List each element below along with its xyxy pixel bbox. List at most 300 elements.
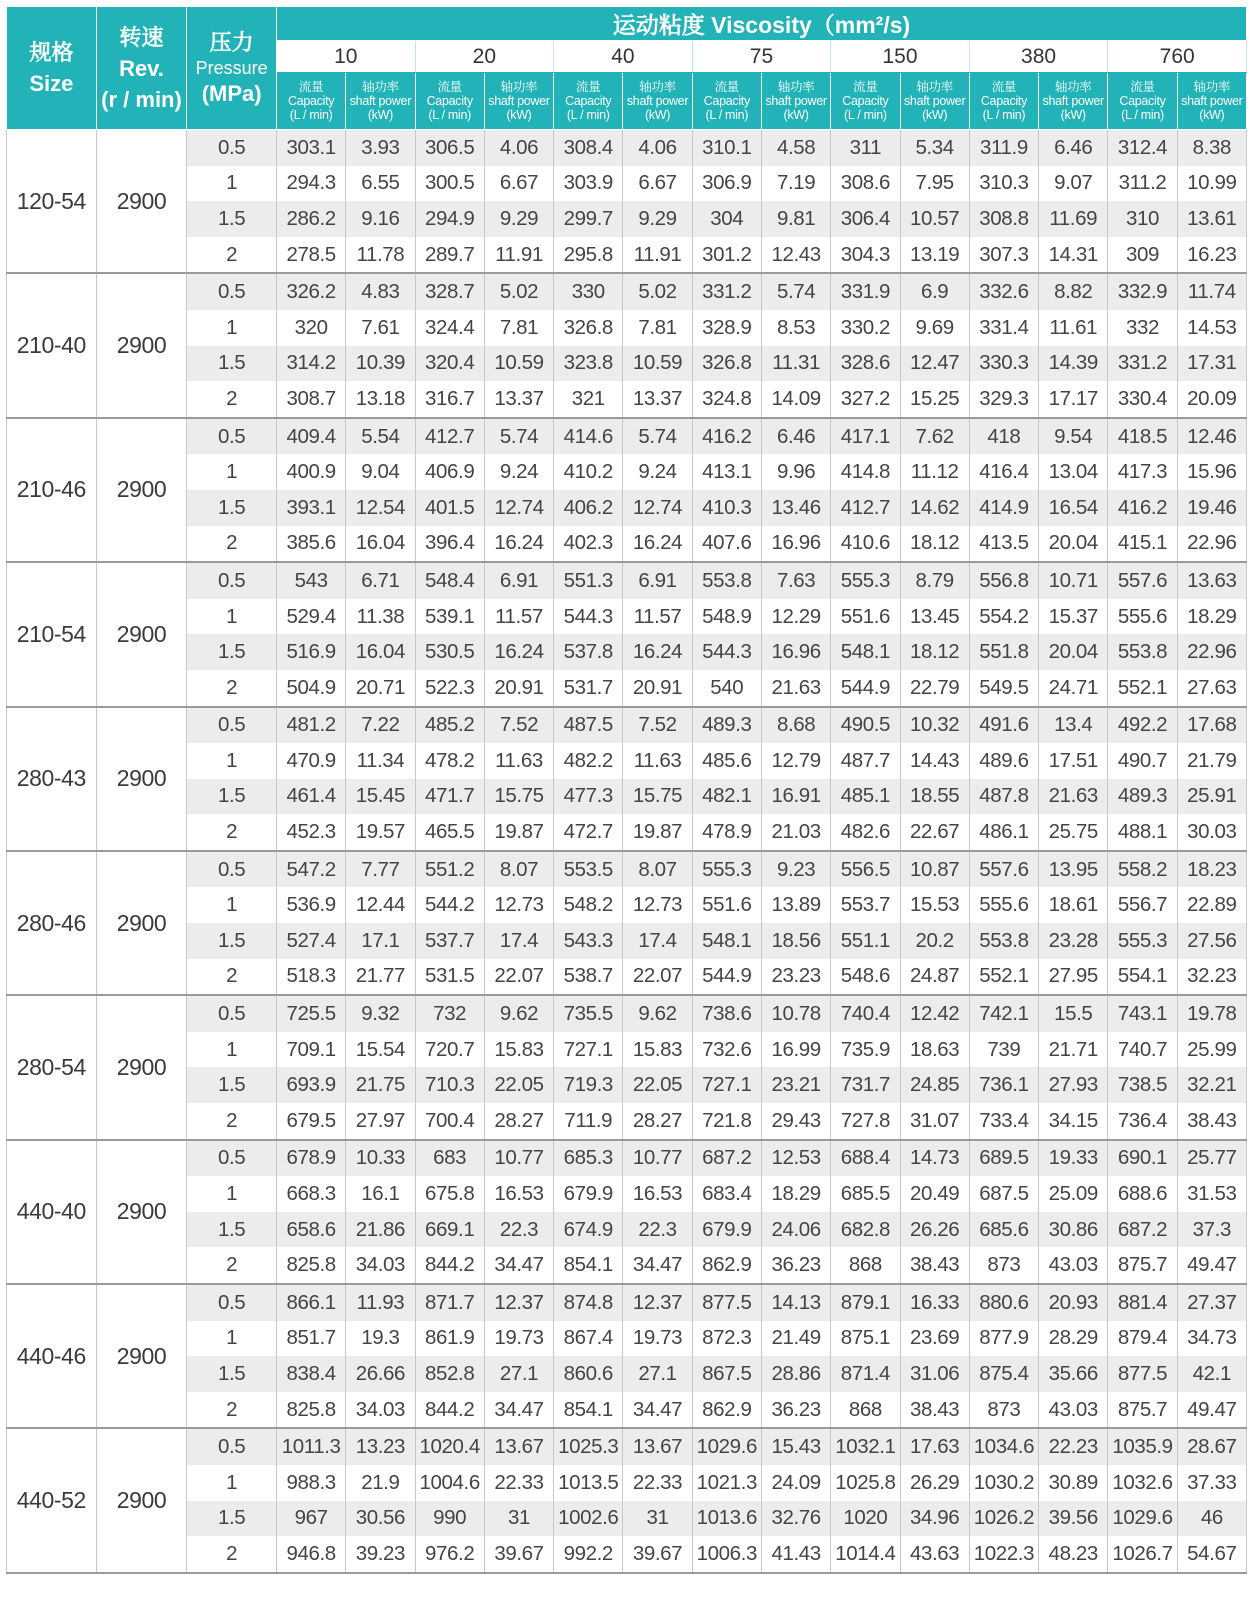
shaft-power-cell: 10.32	[900, 707, 969, 744]
shaft-power-cell: 21.63	[761, 670, 830, 707]
shaft-power-header-en: shaft power	[1042, 94, 1104, 108]
capacity-cell: 310.1	[692, 130, 761, 166]
shaft-power-cell: 19.73	[623, 1321, 692, 1357]
capacity-cell: 489.3	[1108, 779, 1177, 815]
capacity-cell: 311	[831, 130, 900, 166]
capacity-cell: 331.2	[1108, 346, 1177, 382]
capacity-cell: 1035.9	[1108, 1428, 1177, 1465]
capacity-cell: 551.8	[969, 634, 1038, 670]
capacity-header-unit: (L / min)	[289, 108, 333, 122]
shaft-power-cell: 43.03	[1039, 1392, 1108, 1429]
shaft-power-cell: 19.3	[346, 1321, 415, 1357]
pressure-cell: 1.5	[187, 923, 277, 959]
shaft-power-cell: 30.86	[1039, 1212, 1108, 1248]
shaft-power-cell: 28.27	[484, 1103, 553, 1140]
capacity-cell: 861.9	[415, 1321, 484, 1357]
shaft-power-cell: 3.93	[346, 130, 415, 166]
capacity-cell: 527.4	[276, 923, 345, 959]
capacity-cell: 1026.7	[1108, 1536, 1177, 1573]
table-row	[7, 237, 1247, 274]
capacity-cell: 551.2	[415, 851, 484, 888]
shaft-power-cell: 9.29	[484, 201, 553, 237]
capacity-cell: 308.7	[276, 381, 345, 418]
pressure-cell: 2	[187, 237, 277, 274]
table-row	[7, 779, 1247, 815]
shaft-power-cell: 13.63	[1177, 562, 1246, 599]
shaft-power-cell: 26.66	[346, 1356, 415, 1392]
capacity-cell: 539.1	[415, 599, 484, 635]
shaft-power-cell: 8.79	[900, 562, 969, 599]
capacity-cell: 504.9	[276, 670, 345, 707]
capacity-cell: 738.5	[1108, 1067, 1177, 1103]
shaft-power-header-en: shaft power	[488, 94, 550, 108]
capacity-header-en: Capacity	[288, 94, 335, 108]
viscosity-value: 150	[831, 41, 970, 73]
table-row	[7, 418, 1247, 455]
shaft-power-cell: 18.29	[1177, 599, 1246, 635]
capacity-cell: 465.5	[415, 814, 484, 851]
pressure-cell: 0.5	[187, 707, 277, 744]
capacity-cell: 401.5	[415, 490, 484, 526]
shaft-power-cell: 32.21	[1177, 1067, 1246, 1103]
capacity-cell: 327.2	[831, 381, 900, 418]
shaft-power-cell: 6.9	[900, 273, 969, 310]
shaft-power-cell: 11.91	[484, 237, 553, 274]
shaft-power-cell: 20.2	[900, 923, 969, 959]
shaft-power-cell: 10.71	[1039, 562, 1108, 599]
rev-cell: 2900	[96, 1428, 187, 1572]
shaft-power-cell: 10.77	[623, 1140, 692, 1177]
shaft-power-cell: 24.06	[761, 1212, 830, 1248]
capacity-cell: 553.8	[692, 562, 761, 599]
capacity-cell: 294.3	[276, 166, 345, 202]
shaft-power-cell: 5.74	[484, 418, 553, 455]
shaft-power-cell: 6.71	[346, 562, 415, 599]
shaft-power-cell: 9.81	[761, 201, 830, 237]
capacity-cell: 310	[1108, 201, 1177, 237]
shaft-power-cell: 9.07	[1039, 166, 1108, 202]
shaft-power-cell: 31.06	[900, 1356, 969, 1392]
shaft-power-cell: 8.07	[623, 851, 692, 888]
capacity-cell: 1014.4	[831, 1536, 900, 1573]
capacity-cell: 739	[969, 1032, 1038, 1068]
shaft-power-cell: 22.3	[623, 1212, 692, 1248]
rev-header	[96, 7, 187, 130]
table-row	[7, 273, 1247, 310]
capacity-cell: 556.5	[831, 851, 900, 888]
shaft-power-cell: 20.71	[346, 670, 415, 707]
capacity-cell: 407.6	[692, 526, 761, 563]
capacity-cell: 306.9	[692, 166, 761, 202]
pressure-cell: 0.5	[187, 1428, 277, 1465]
shaft-power-cell: 25.77	[1177, 1140, 1246, 1177]
capacity-cell: 332.9	[1108, 273, 1177, 310]
pressure-cell: 1	[187, 743, 277, 779]
capacity-cell: 487.7	[831, 743, 900, 779]
shaft-power-cell: 24.71	[1039, 670, 1108, 707]
shaft-power-header-unit: (kW)	[367, 108, 393, 122]
shaft-power-cell: 12.73	[623, 887, 692, 923]
capacity-cell: 732	[415, 995, 484, 1032]
shaft-power-cell: 22.79	[900, 670, 969, 707]
shaft-power-cell: 21.86	[346, 1212, 415, 1248]
table-row	[7, 959, 1247, 996]
shaft-power-cell: 18.12	[900, 526, 969, 563]
capacity-cell: 544.9	[831, 670, 900, 707]
shaft-power-cell: 11.61	[1039, 310, 1108, 346]
shaft-power-cell: 5.74	[761, 273, 830, 310]
capacity-cell: 417.1	[831, 418, 900, 455]
capacity-cell: 485.6	[692, 743, 761, 779]
shaft-power-cell: 20.04	[1039, 634, 1108, 670]
shaft-power-cell: 23.21	[761, 1067, 830, 1103]
shaft-power-cell: 22.33	[484, 1465, 553, 1501]
capacity-cell: 1011.3	[276, 1428, 345, 1465]
capacity-cell: 331.2	[692, 273, 761, 310]
capacity-cell: 328.9	[692, 310, 761, 346]
capacity-cell: 406.9	[415, 454, 484, 490]
table-row	[7, 1103, 1247, 1140]
shaft-power-cell: 15.25	[900, 381, 969, 418]
shaft-power-cell: 13.37	[623, 381, 692, 418]
capacity-cell: 410.6	[831, 526, 900, 563]
capacity-cell: 880.6	[969, 1284, 1038, 1321]
shaft-power-cell: 34.47	[484, 1247, 553, 1284]
capacity-cell: 1032.6	[1108, 1465, 1177, 1501]
shaft-power-cell: 30.89	[1039, 1465, 1108, 1501]
shaft-power-cell: 37.33	[1177, 1465, 1246, 1501]
shaft-power-cell: 11.57	[484, 599, 553, 635]
capacity-header-en: Capacity	[842, 94, 889, 108]
capacity-cell: 486.1	[969, 814, 1038, 851]
capacity-cell: 529.4	[276, 599, 345, 635]
table-row	[7, 562, 1247, 599]
pressure-cell: 0.5	[187, 851, 277, 888]
capacity-cell: 555.3	[692, 851, 761, 888]
capacity-cell: 720.7	[415, 1032, 484, 1068]
capacity-cell: 552.1	[969, 959, 1038, 996]
pressure-header	[187, 7, 277, 130]
pressure-cell: 1	[187, 599, 277, 635]
capacity-cell: 396.4	[415, 526, 484, 563]
table-row	[7, 923, 1247, 959]
capacity-cell: 393.1	[276, 490, 345, 526]
shaft-power-cell: 5.74	[623, 418, 692, 455]
capacity-cell: 867.4	[554, 1321, 623, 1357]
rev-cell: 2900	[96, 418, 187, 562]
capacity-cell: 278.5	[276, 237, 345, 274]
pressure-cell: 1.5	[187, 1501, 277, 1537]
capacity-cell: 551.3	[554, 562, 623, 599]
capacity-cell: 488.1	[1108, 814, 1177, 851]
capacity-cell: 544.3	[692, 634, 761, 670]
shaft-power-cell: 14.73	[900, 1140, 969, 1177]
shaft-power-cell: 21.49	[761, 1321, 830, 1357]
viscosity-value: 760	[1108, 41, 1247, 73]
size-cell: 210-46	[7, 418, 97, 562]
capacity-cell: 875.7	[1108, 1392, 1177, 1429]
shaft-power-cell: 5.34	[900, 130, 969, 166]
shaft-power-cell: 13.23	[346, 1428, 415, 1465]
shaft-power-header	[346, 73, 415, 130]
capacity-cell: 679.9	[554, 1176, 623, 1212]
table-row	[7, 1321, 1247, 1357]
shaft-power-cell: 38.43	[1177, 1103, 1246, 1140]
capacity-cell: 967	[276, 1501, 345, 1537]
shaft-power-cell: 10.59	[484, 346, 553, 382]
capacity-cell: 735.9	[831, 1032, 900, 1068]
size-header-cn: 规格	[29, 40, 74, 65]
shaft-power-cell: 7.61	[346, 310, 415, 346]
capacity-cell: 683	[415, 1140, 484, 1177]
shaft-power-header-unit: (kW)	[506, 108, 532, 122]
capacity-cell: 385.6	[276, 526, 345, 563]
table-row	[7, 1536, 1247, 1573]
capacity-cell: 555.6	[1108, 599, 1177, 635]
capacity-cell: 711.9	[554, 1103, 623, 1140]
shaft-power-cell: 21.03	[761, 814, 830, 851]
shaft-power-cell: 16.33	[900, 1284, 969, 1321]
shaft-power-cell: 14.31	[1039, 237, 1108, 274]
shaft-power-cell: 6.67	[484, 166, 553, 202]
shaft-power-cell: 39.23	[346, 1536, 415, 1573]
shaft-power-cell: 28.27	[623, 1103, 692, 1140]
shaft-power-cell: 12.43	[761, 237, 830, 274]
capacity-cell: 330	[554, 273, 623, 310]
shaft-power-cell: 18.55	[900, 779, 969, 815]
capacity-cell: 854.1	[554, 1392, 623, 1429]
shaft-power-cell: 8.82	[1039, 273, 1108, 310]
shaft-power-cell: 30.56	[346, 1501, 415, 1537]
capacity-cell: 688.4	[831, 1140, 900, 1177]
shaft-power-cell: 22.23	[1039, 1428, 1108, 1465]
capacity-cell: 294.9	[415, 201, 484, 237]
shaft-power-cell: 9.69	[900, 310, 969, 346]
capacity-cell: 825.8	[276, 1247, 345, 1284]
capacity-cell: 492.2	[1108, 707, 1177, 744]
shaft-power-cell: 8.07	[484, 851, 553, 888]
table-row	[7, 526, 1247, 563]
capacity-cell: 414.9	[969, 490, 1038, 526]
shaft-power-cell: 7.81	[623, 310, 692, 346]
shaft-power-cell: 38.43	[900, 1392, 969, 1429]
size-cell: 440-46	[7, 1284, 97, 1428]
capacity-cell: 685.3	[554, 1140, 623, 1177]
shaft-power-cell: 17.63	[900, 1428, 969, 1465]
pressure-cell: 1.5	[187, 201, 277, 237]
shaft-power-cell: 29.43	[761, 1103, 830, 1140]
shaft-power-cell: 11.31	[761, 346, 830, 382]
shaft-power-cell: 38.43	[900, 1247, 969, 1284]
capacity-cell: 478.9	[692, 814, 761, 851]
table-row	[7, 130, 1247, 166]
capacity-cell: 555.6	[969, 887, 1038, 923]
capacity-header	[554, 73, 623, 130]
capacity-cell: 320.4	[415, 346, 484, 382]
table-row	[7, 670, 1247, 707]
size-cell: 120-54	[7, 130, 97, 274]
capacity-cell: 688.6	[1108, 1176, 1177, 1212]
capacity-cell: 742.1	[969, 995, 1038, 1032]
shaft-power-cell: 31.07	[900, 1103, 969, 1140]
shaft-power-cell: 16.53	[623, 1176, 692, 1212]
pressure-cell: 0.5	[187, 418, 277, 455]
shaft-power-cell: 39.67	[484, 1536, 553, 1573]
capacity-cell: 522.3	[415, 670, 484, 707]
capacity-cell: 400.9	[276, 454, 345, 490]
table-row	[7, 1212, 1247, 1248]
rev-header-cn: 转速	[119, 24, 164, 50]
pressure-cell: 1.5	[187, 634, 277, 670]
size-cell: 280-43	[7, 707, 97, 851]
capacity-header	[415, 73, 484, 130]
shaft-power-cell: 22.07	[484, 959, 553, 996]
capacity-cell: 306.4	[831, 201, 900, 237]
viscosity-value: 20	[415, 41, 554, 73]
capacity-cell: 687.2	[1108, 1212, 1177, 1248]
shaft-power-cell: 6.67	[623, 166, 692, 202]
pressure-cell: 0.5	[187, 273, 277, 310]
pressure-cell: 1	[187, 1176, 277, 1212]
rev-cell: 2900	[96, 851, 187, 995]
shaft-power-cell: 7.19	[761, 166, 830, 202]
capacity-cell: 461.4	[276, 779, 345, 815]
shaft-power-cell: 11.57	[623, 599, 692, 635]
capacity-header-en: Capacity	[703, 94, 750, 108]
shaft-power-cell: 13.19	[900, 237, 969, 274]
capacity-cell: 295.8	[554, 237, 623, 274]
shaft-power-cell: 10.99	[1177, 166, 1246, 202]
capacity-header-en: Capacity	[565, 94, 612, 108]
shaft-power-cell: 20.04	[1039, 526, 1108, 563]
shaft-power-cell: 16.1	[346, 1176, 415, 1212]
table-row	[7, 1140, 1247, 1177]
capacity-cell: 406.2	[554, 490, 623, 526]
shaft-power-cell: 11.93	[346, 1284, 415, 1321]
shaft-power-cell: 20.91	[484, 670, 553, 707]
shaft-power-cell: 7.52	[484, 707, 553, 744]
shaft-power-cell: 16.54	[1039, 490, 1108, 526]
shaft-power-cell: 16.23	[1177, 237, 1246, 274]
shaft-power-cell: 39.56	[1039, 1501, 1108, 1537]
shaft-power-cell: 32.23	[1177, 959, 1246, 996]
capacity-cell: 727.1	[554, 1032, 623, 1068]
shaft-power-cell: 21.77	[346, 959, 415, 996]
shaft-power-header-unit: (kW)	[922, 108, 948, 122]
pressure-cell: 0.5	[187, 1284, 277, 1321]
shaft-power-cell: 9.62	[484, 995, 553, 1032]
shaft-power-cell: 22.33	[623, 1465, 692, 1501]
capacity-cell: 324.8	[692, 381, 761, 418]
capacity-cell: 489.6	[969, 743, 1038, 779]
shaft-power-cell: 15.5	[1039, 995, 1108, 1032]
capacity-cell: 1020	[831, 1501, 900, 1537]
capacity-header-cn: 流量	[298, 80, 324, 94]
shaft-power-header-cn: 轴功率	[916, 80, 953, 94]
shaft-power-cell: 10.78	[761, 995, 830, 1032]
pressure-cell: 1.5	[187, 779, 277, 815]
table-row	[7, 1176, 1247, 1212]
capacity-cell: 537.7	[415, 923, 484, 959]
shaft-power-cell: 17.31	[1177, 346, 1246, 382]
shaft-power-cell: 17.68	[1177, 707, 1246, 744]
shaft-power-cell: 13.95	[1039, 851, 1108, 888]
table-row	[7, 1501, 1247, 1537]
viscosity-value: 380	[969, 41, 1108, 73]
capacity-cell: 874.8	[554, 1284, 623, 1321]
shaft-power-cell: 34.15	[1039, 1103, 1108, 1140]
capacity-cell: 871.4	[831, 1356, 900, 1392]
shaft-power-cell: 5.54	[346, 418, 415, 455]
capacity-cell: 320	[276, 310, 345, 346]
capacity-cell: 553.5	[554, 851, 623, 888]
capacity-cell: 311.9	[969, 130, 1038, 166]
capacity-cell: 410.2	[554, 454, 623, 490]
capacity-cell: 549.5	[969, 670, 1038, 707]
shaft-power-cell: 22.96	[1177, 526, 1246, 563]
capacity-cell: 300.5	[415, 166, 484, 202]
pressure-cell: 0.5	[187, 995, 277, 1032]
capacity-cell: 852.8	[415, 1356, 484, 1392]
shaft-power-cell: 21.75	[346, 1067, 415, 1103]
capacity-cell: 518.3	[276, 959, 345, 996]
shaft-power-cell: 18.29	[761, 1176, 830, 1212]
shaft-power-cell: 13.4	[1039, 707, 1108, 744]
shaft-power-cell: 13.04	[1039, 454, 1108, 490]
shaft-power-cell: 7.81	[484, 310, 553, 346]
pressure-cell: 2	[187, 526, 277, 563]
shaft-power-cell: 34.47	[484, 1392, 553, 1429]
shaft-power-cell: 12.74	[623, 490, 692, 526]
shaft-power-cell: 15.43	[761, 1428, 830, 1465]
capacity-cell: 304	[692, 201, 761, 237]
shaft-power-cell: 27.56	[1177, 923, 1246, 959]
shaft-power-cell: 4.06	[484, 130, 553, 166]
shaft-power-cell: 31	[484, 1501, 553, 1537]
capacity-cell: 544.9	[692, 959, 761, 996]
shaft-power-cell: 19.46	[1177, 490, 1246, 526]
shaft-power-cell: 16.04	[346, 526, 415, 563]
shaft-power-cell: 25.91	[1177, 779, 1246, 815]
capacity-cell: 485.2	[415, 707, 484, 744]
capacity-header-en: Capacity	[426, 94, 473, 108]
capacity-cell: 531.5	[415, 959, 484, 996]
capacity-cell: 303.1	[276, 130, 345, 166]
capacity-cell: 402.3	[554, 526, 623, 563]
capacity-cell: 877.5	[1108, 1356, 1177, 1392]
capacity-cell: 558.2	[1108, 851, 1177, 888]
shaft-power-cell: 9.24	[484, 454, 553, 490]
capacity-cell: 416.2	[692, 418, 761, 455]
capacity-cell: 329.3	[969, 381, 1038, 418]
shaft-power-cell: 15.83	[484, 1032, 553, 1068]
shaft-power-cell: 16.96	[761, 526, 830, 563]
capacity-cell: 316.7	[415, 381, 484, 418]
capacity-cell: 678.9	[276, 1140, 345, 1177]
shaft-power-header-cn: 轴功率	[1193, 80, 1231, 94]
shaft-power-cell: 14.43	[900, 743, 969, 779]
capacity-header	[1108, 73, 1177, 130]
shaft-power-cell: 18.12	[900, 634, 969, 670]
capacity-cell: 554.2	[969, 599, 1038, 635]
shaft-power-cell: 19.33	[1039, 1140, 1108, 1177]
table-header	[7, 7, 1247, 130]
shaft-power-cell: 11.91	[623, 237, 692, 274]
capacity-cell: 860.6	[554, 1356, 623, 1392]
capacity-cell: 412.7	[415, 418, 484, 455]
capacity-cell: 490.5	[831, 707, 900, 744]
shaft-power-cell: 9.62	[623, 995, 692, 1032]
